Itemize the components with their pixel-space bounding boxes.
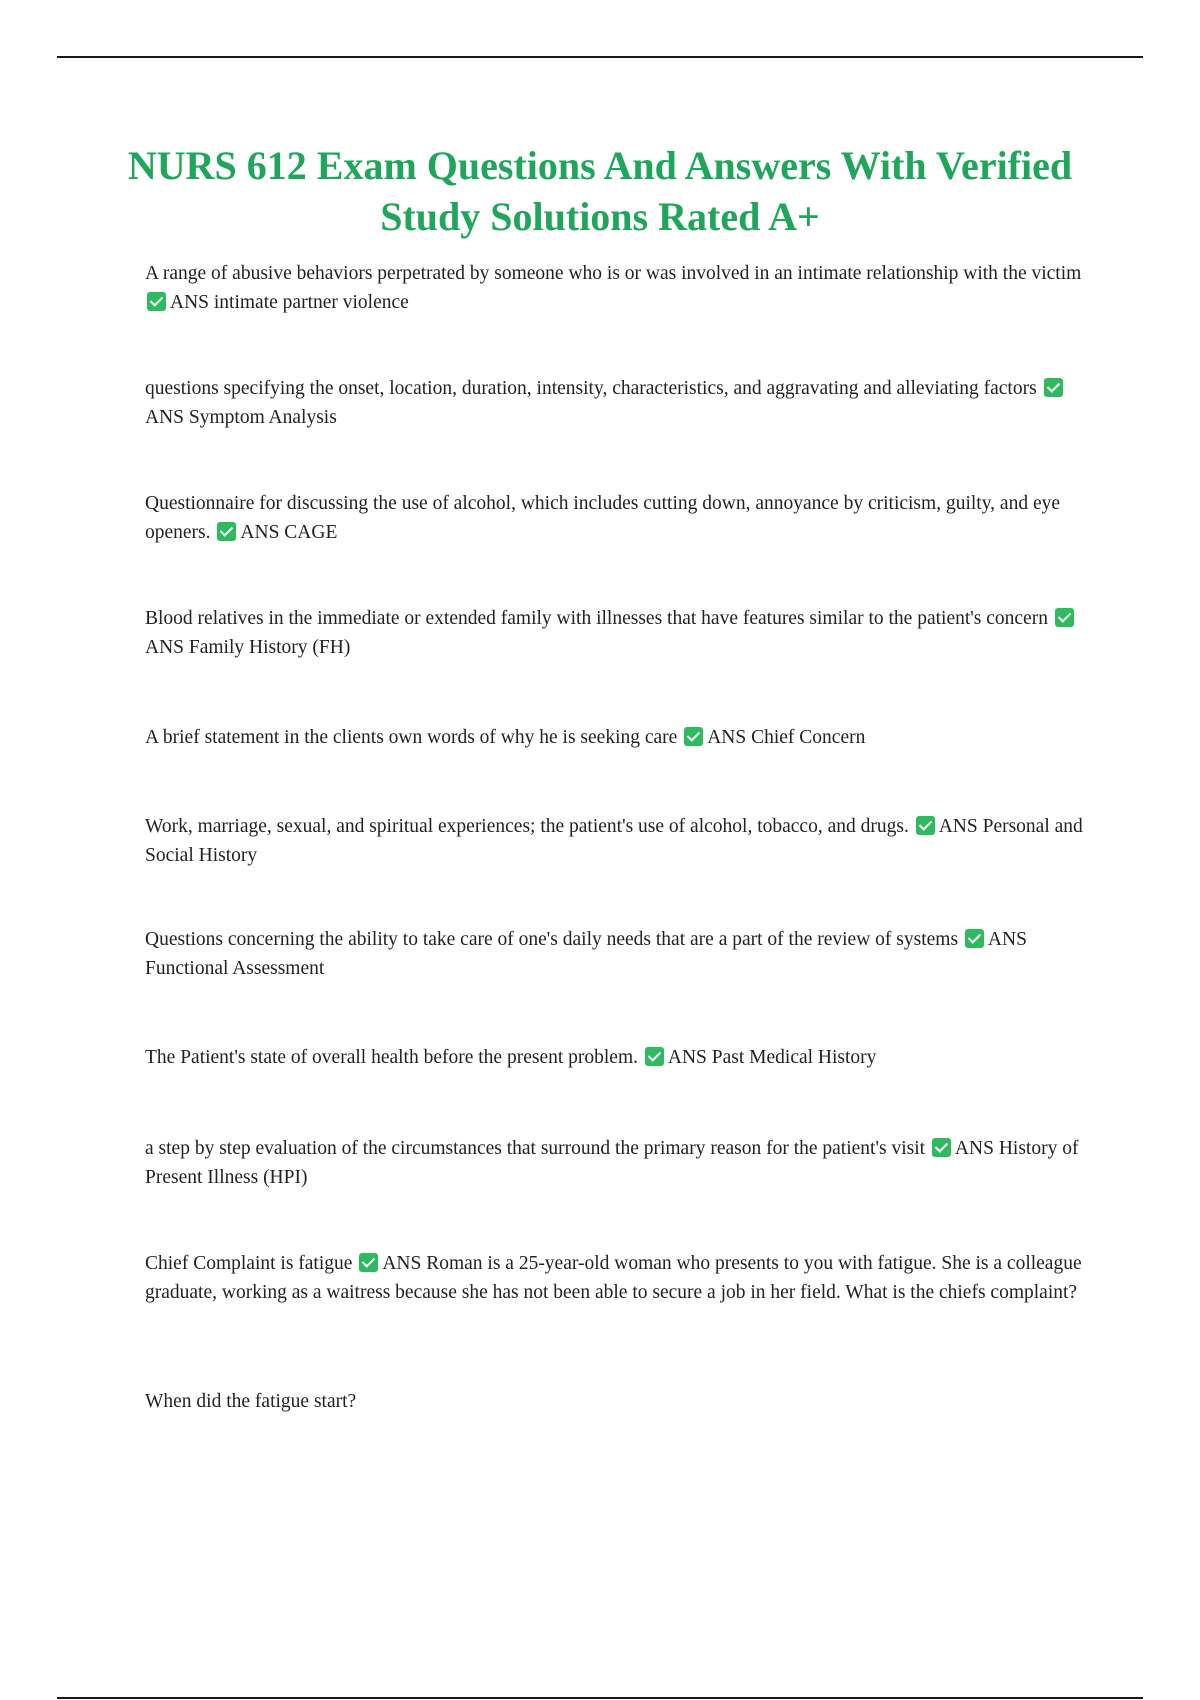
qa-item-4 bbox=[145, 604, 1090, 662]
answer-text: Family History (FH) bbox=[188, 637, 351, 658]
question-text: Questionnaire for discussing the use of alcohol, which includes cutting down, annoyance by criticism, guilty, and eye openers. bbox=[145, 493, 1061, 543]
checkmark-icon bbox=[217, 522, 236, 541]
checkmark-icon bbox=[359, 1253, 378, 1272]
ans-label: ANS bbox=[382, 1253, 422, 1274]
trailing-question: When did the fatigue start? bbox=[145, 1391, 357, 1412]
qa-item-8 bbox=[145, 1043, 1090, 1072]
qa-item-7 bbox=[145, 925, 1090, 983]
document-title: NURS 612 Exam Questions And Answers With Verified Study Solutions Rated A+ bbox=[127, 143, 1073, 239]
answer-text: Functional Assessment bbox=[145, 958, 325, 979]
question-text: Questions concerning the ability to take care of one's daily needs that are a part of the review of systems bbox=[145, 929, 959, 950]
footer-rule bbox=[57, 1697, 1143, 1699]
qa-item-6 bbox=[145, 812, 1090, 870]
qa-item-2 bbox=[145, 374, 1090, 432]
answer-text: Personal and Social History bbox=[145, 816, 1083, 866]
ans-label: ANS bbox=[954, 1138, 994, 1159]
ans-label: ANS bbox=[707, 727, 747, 748]
ans-label: ANS bbox=[170, 292, 210, 313]
ans-label: ANS bbox=[240, 522, 280, 543]
answer-text: Roman is a 25-year-old woman who presents to you with fatigue. She is a colleague graduate, working as a waitress because she has not been able to secure a job in her field. What is the chiefs complaint? bbox=[145, 1253, 1082, 1303]
answer-text: Chief Concern bbox=[751, 727, 866, 748]
checkmark-icon bbox=[916, 816, 935, 835]
checkmark-icon bbox=[1044, 378, 1063, 397]
answer-text: Past Medical History bbox=[711, 1047, 877, 1068]
qa-item-10 bbox=[145, 1249, 1090, 1307]
question-text: questions specifying the onset, location, duration, intensity, characteristics, and aggravating and alleviating factors bbox=[145, 378, 1037, 399]
question-text: A brief statement in the clients own words of why he is seeking care bbox=[145, 727, 678, 748]
checkmark-icon bbox=[147, 292, 166, 311]
qa-item-9 bbox=[145, 1134, 1090, 1192]
ans-label: ANS bbox=[938, 816, 978, 837]
ans-label: ANS bbox=[987, 929, 1027, 950]
question-text: Chief Complaint is fatigue bbox=[145, 1253, 353, 1274]
answer-text: intimate partner violence bbox=[213, 292, 409, 313]
question-text: Blood relatives in the immediate or extended family with illnesses that have features similar to the patient's concern bbox=[145, 608, 1048, 629]
ans-label: ANS bbox=[145, 637, 185, 658]
answer-text: History of Present Illness (HPI) bbox=[145, 1138, 1079, 1188]
ans-label: ANS bbox=[145, 407, 185, 428]
qa-item-1 bbox=[145, 259, 1090, 317]
question-text: a step by step evaluation of the circumstances that surround the primary reason for the patient's visit bbox=[145, 1138, 926, 1159]
checkmark-icon bbox=[684, 727, 703, 746]
checkmark-icon bbox=[965, 929, 984, 948]
checkmark-icon bbox=[932, 1138, 951, 1157]
question-text: A range of abusive behaviors perpetrated by someone who is or was involved in an intimate relationship with the victim bbox=[145, 263, 1082, 284]
checkmark-icon bbox=[1055, 608, 1074, 627]
qa-item-5 bbox=[145, 723, 1090, 752]
header-rule bbox=[57, 56, 1143, 58]
answer-text: CAGE bbox=[284, 522, 338, 543]
question-text: Work, marriage, sexual, and spiritual experiences; the patient's use of alcohol, tobacco, and drugs. bbox=[145, 816, 909, 837]
question-text: The Patient's state of overall health before the present problem. bbox=[145, 1047, 639, 1068]
ans-label: ANS bbox=[667, 1047, 707, 1068]
qa-item-3 bbox=[145, 489, 1090, 547]
checkmark-icon bbox=[645, 1047, 664, 1066]
answer-text: Symptom Analysis bbox=[188, 407, 337, 428]
